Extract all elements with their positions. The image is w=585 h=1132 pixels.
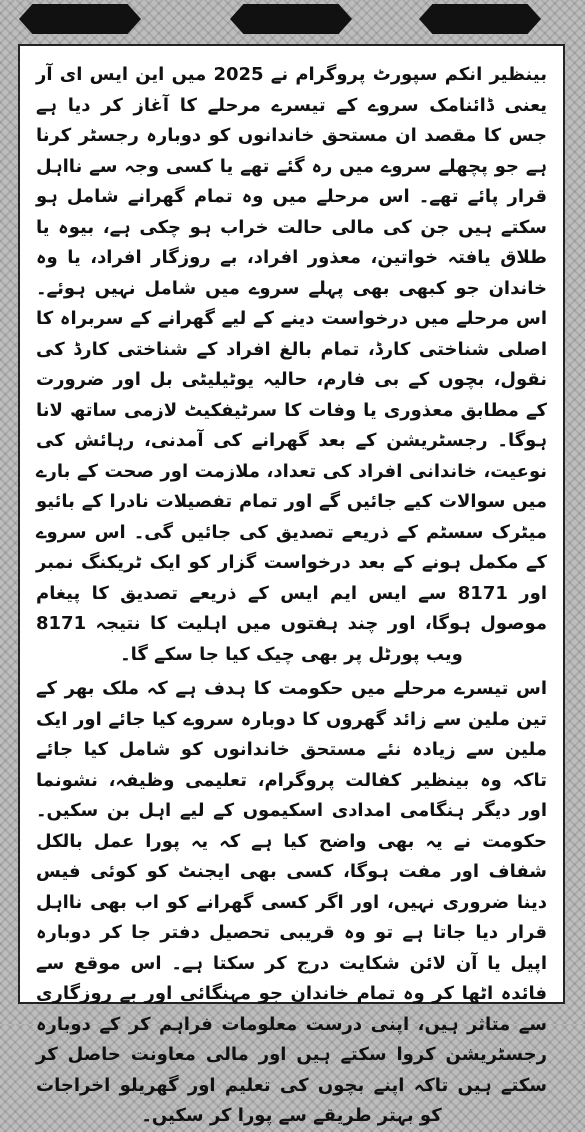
article-paragraph-2: اس تیسرے مرحلے میں حکومت کا ہدف ہے کہ ملک بھر کے تین ملین سے زائد گھروں کا دوبارہ سروے کیا جائے اور ایک ملین سے زیادہ نئے مستحق خاندانوں کو شامل کیا جائے تاکہ وہ بینظیر کفالت پروگرام، تعلیمی وظیفہ، نشونما اور دیگر ہنگامی امدادی اسکیموں کے لیے اہل بن سکیں۔ حکومت نے یہ بھی واضح کیا ہے کہ یہ پورا عمل بالکل شفاف اور مفت ہوگا، کسی بھی ایجنٹ کو کوئی فیس دینا ضروری نہیں، اور اگر کسی گھرانے کو اب بھی نااہل قرار دیا جاتا ہے تو وہ قریبی تحصیل دفتر جا کر دوبارہ اپیل یا آن لائن شکایت درج کر سکتا ہے۔ اس موقع سے فائدہ اٹھا کر وہ تمام خاندان جو مہنگائی اور بے روزگاری سے متاثر ہیں، اپنی درست معلومات فراہم کر کے دوبارہ رجسٹریشن کروا سکتے ہیں اور مالی معاونت حاصل کر سکتے ہیں تاکہ اپنے بچوں کی تعلیم اور گھریلو اخراجات کو بہتر طریقے سے پورا کر سکیں۔ <box>36 678 547 1126</box>
header-tab-center <box>230 4 352 34</box>
article-card <box>18 44 565 1126</box>
header-tab-right <box>419 4 541 34</box>
article-paragraph-1: بینظیر انکم سپورٹ پروگرام نے 2025 میں این ایس ای آر یعنی ڈائنامک سروے کے تیسرے مرحلے کا آغاز کر دیا ہے جس کا مقصد ان مستحق خاندانوں کو دوبارہ رجسٹر کرنا ہے جو پچھلے سروے میں رہ گئے تھے یا کسی وجہ سے نااہل قرار پائے تھے۔ اس مرحلے میں وہ تمام گھرانے شامل ہو سکتے ہیں جن کی مالی حالت خراب ہو چکی ہے، بیوہ یا طلاق یافتہ خواتین، معذور افراد، بے روزگار افراد، یا وہ خاندان جو کبھی بھی پہلے سروے میں شامل نہیں ہوئے۔ اس مرحلے میں درخواست دینے کے لیے گھرانے کے سربراہ کا اصلی شناختی کارڈ، تمام بالغ افراد کے شناختی کارڈ کی نقول، بچوں کے بی فارم، حالیہ یوٹیلیٹی بل اور ضرورت کے مطابق معذوری یا وفات کا سرٹیفکیٹ لازمی ساتھ لانا ہوگا۔ رجسٹریشن کے بعد گھرانے کی آمدنی، رہائش کی نوعیت، خاندانی افراد کی تعداد، ملازمت اور صحت کے بارے میں سوالات کیے جائیں گے اور تمام تفصیلات نادرا کے بائیو میٹرک سسٹم کے ذریعے تصدیق کی جائیں گی۔ اس سروے کے مکمل ہونے کے بعد درخواست گزار کو ایک ٹریکنگ نمبر اور 8171 سے ایس ایم ایس کے ذریعے تصدیق کا پیغام موصول ہوگا، اور چند ہفتوں میں اہلیت کا نتیجہ 8171 ویب پورٹل پر بھی چیک کیا جا سکے گا۔ <box>36 64 547 665</box>
header-tab-left <box>19 4 141 34</box>
